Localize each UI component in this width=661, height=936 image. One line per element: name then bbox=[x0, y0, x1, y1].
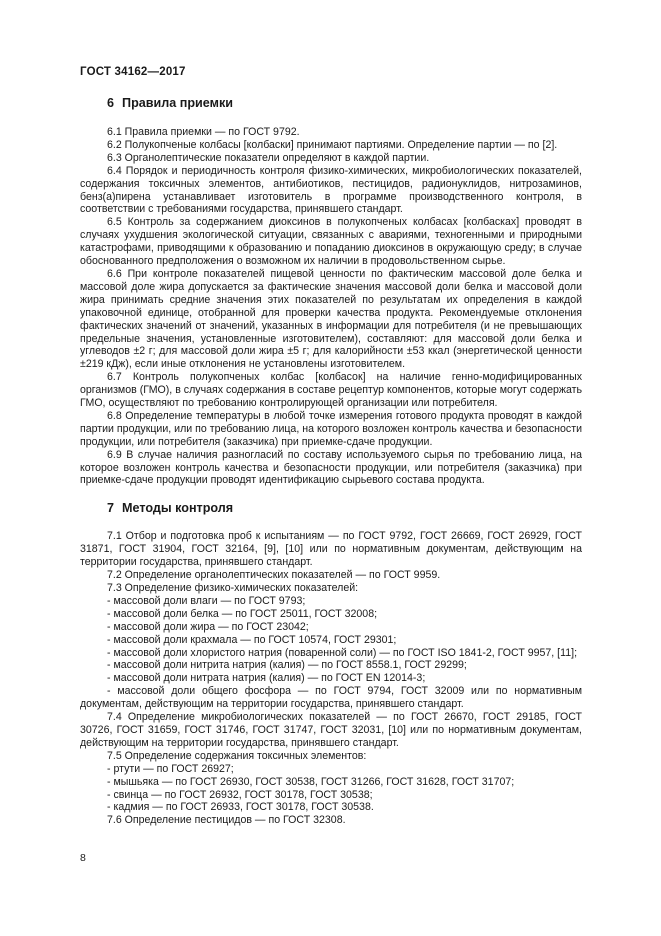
section-number: 7 bbox=[107, 501, 115, 516]
paragraph: 7.2 Определение органолептических показателей — по ГОСТ 9959. bbox=[107, 569, 441, 582]
list-item: - массовой доли нитрата натрия (калия) — по ГОСТ EN 12014-3; bbox=[107, 672, 426, 685]
section-title: Правила приемки bbox=[122, 96, 233, 110]
document-body bbox=[80, 92, 582, 827]
list-item: - массовой доли крахмала — по ГОСТ 10574, ГОСТ 29301; bbox=[107, 633, 397, 646]
list-item: - свинца — по ГОСТ 26932, ГОСТ 30178, ГОСТ 30538; bbox=[107, 788, 373, 801]
page-number: 8 bbox=[80, 852, 86, 864]
list-item: - массовой доли нитрита натрия (калия) — по ГОСТ 8558.1, ГОСТ 29299; bbox=[107, 659, 467, 672]
paragraph: 7.5 Определение содержания токсичных элементов: bbox=[107, 749, 367, 762]
list-item: - ртути — по ГОСТ 26927; bbox=[107, 762, 234, 775]
paragraph: 7.1 Отбор и подготовка проб к испытаниям — по ГОСТ 9792, ГОСТ 26669, ГОСТ 26929, ГОСТ 31871, ГОСТ 31904, ГОСТ 32164, [9], [10] или по нормативным документам, действующим на территории государства, принявшего стандарт. bbox=[80, 530, 582, 569]
paragraph: 7.4 Определение микробиологических показателей — по ГОСТ 26670, ГОСТ 29185, ГОСТ 30726, ГОСТ 31659, ГОСТ 31746, ГОСТ 31747, ГОСТ 32031, [10] или по нормативным документам, действующим на территории государства, принявшего стандарт. bbox=[80, 711, 582, 749]
paragraph: 6.2 Полукопченые колбасы [колбаски] принимают партиями. Определение партии — по [2]. bbox=[107, 138, 558, 151]
list-item: - массовой доли общего фосфора — по ГОСТ 9794, ГОСТ 32009 или по нормативным документам, действующим на территории государства, принявшего стандарт. bbox=[80, 685, 582, 711]
paragraph: 7.3 Определение физико-химических показателей: bbox=[107, 582, 359, 594]
paragraph: 6.9 В случае наличия разногласий по составу используемого сырья по требованию лица, на которое возложен контроль качества и безопасности продукции, или потребителя (заказчика) при приемке-сдаче продукции проводят идентификацию сырьевого состава продукта. bbox=[80, 448, 582, 487]
list-item: - мышьяка — по ГОСТ 26930, ГОСТ 30538, ГОСТ 31266, ГОСТ 31628, ГОСТ 31707; bbox=[107, 775, 515, 788]
paragraph: 6.8 Определение температуры в любой точке измерения готового продукта проводят в каждой партии продукции, или по требованию лица, на которого возложен контроль качества и безопасности продукции, или потребителя (заказчика) при приемке-сдаче продукции. bbox=[80, 409, 582, 448]
section-heading-6 bbox=[80, 94, 582, 112]
section-6-body bbox=[80, 126, 582, 487]
paragraph: 7.6 Определение пестицидов — по ГОСТ 32308. bbox=[107, 814, 346, 827]
paragraph: 6.3 Органолептические показатели определяют в каждой партии. bbox=[107, 151, 430, 164]
paragraph: 6.1 Правила приемки — по ГОСТ 9792. bbox=[107, 126, 300, 138]
paragraph: 6.7 Контроль полукопченых колбас [колбасок] на наличие генно-модифицированных организмов (ГМО), в случаях содержания в составе рецептур компонентов, которые могут содержать ГМО, осуществляют по требованию контролирующей организации или потребителя. bbox=[80, 371, 582, 410]
list-item: - массовой доли хлористого натрия (поваренной соли) — по ГОСТ ISO 1841-2, ГОСТ 9957, [11]; bbox=[107, 646, 578, 659]
paragraph: 6.6 При контроле показателей пищевой ценности по фактическим массовой доле белка и массовой доле жира допускается за фактические значения массовой доли белка и массовой доли жира принимать средние значения этих показателей по результатам их определения в каждой упаковочной единице, отобранной для проверки качества продукта. Рекомендуемые отклонения фактических значений от значений, указанных в информации для потребителя (и не превышающих предельные значения, установленные изготовителем), составляют: для массовой доли белка и углеводов ±2 г; для массовой доли жира ±5 г; для калорийности ±53 ккал (энергетической ценности ±219 кДж), если иные отклонения не установлены изготовителем. bbox=[80, 267, 582, 371]
paragraph: 6.5 Контроль за содержанием диоксинов в полукопченых колбасах [колбасках] проводят в случаях ухудшения экологической ситуации, связанных с авариями, техногенными и природными катастрофами, приводящими к образованию и попаданию диоксинов в окружающую среду; в случае обоснованного предположения о возможном их наличии в продовольственном сырье. bbox=[80, 216, 582, 268]
section-heading-7 bbox=[80, 499, 582, 517]
list-item: - массовой доли белка — по ГОСТ 25011, ГОСТ 32008; bbox=[107, 607, 378, 620]
list-item: - массовой доли влаги — по ГОСТ 9793; bbox=[107, 594, 306, 607]
section-7-body bbox=[80, 530, 582, 827]
section-number: 6 bbox=[107, 96, 115, 110]
paragraph: 6.4 Порядок и периодичность контроля физико-химических, микробиологических показателей, содержания токсичных элементов, антибиотиков, пестицидов, радионуклидов, нитрозаминов, бенз(а)пирена устанавливает изготовитель в программе производственного контроля, в соответствии с требованиями государства, принявшего стандарт. bbox=[80, 164, 582, 216]
list-item: - кадмия — по ГОСТ 26933, ГОСТ 30178, ГОСТ 30538. bbox=[107, 801, 374, 814]
document-header: ГОСТ 34162—2017 bbox=[80, 66, 186, 78]
section-title: Методы контроля bbox=[122, 501, 234, 516]
list-item: - массовой доли жира — по ГОСТ 23042; bbox=[107, 620, 309, 633]
